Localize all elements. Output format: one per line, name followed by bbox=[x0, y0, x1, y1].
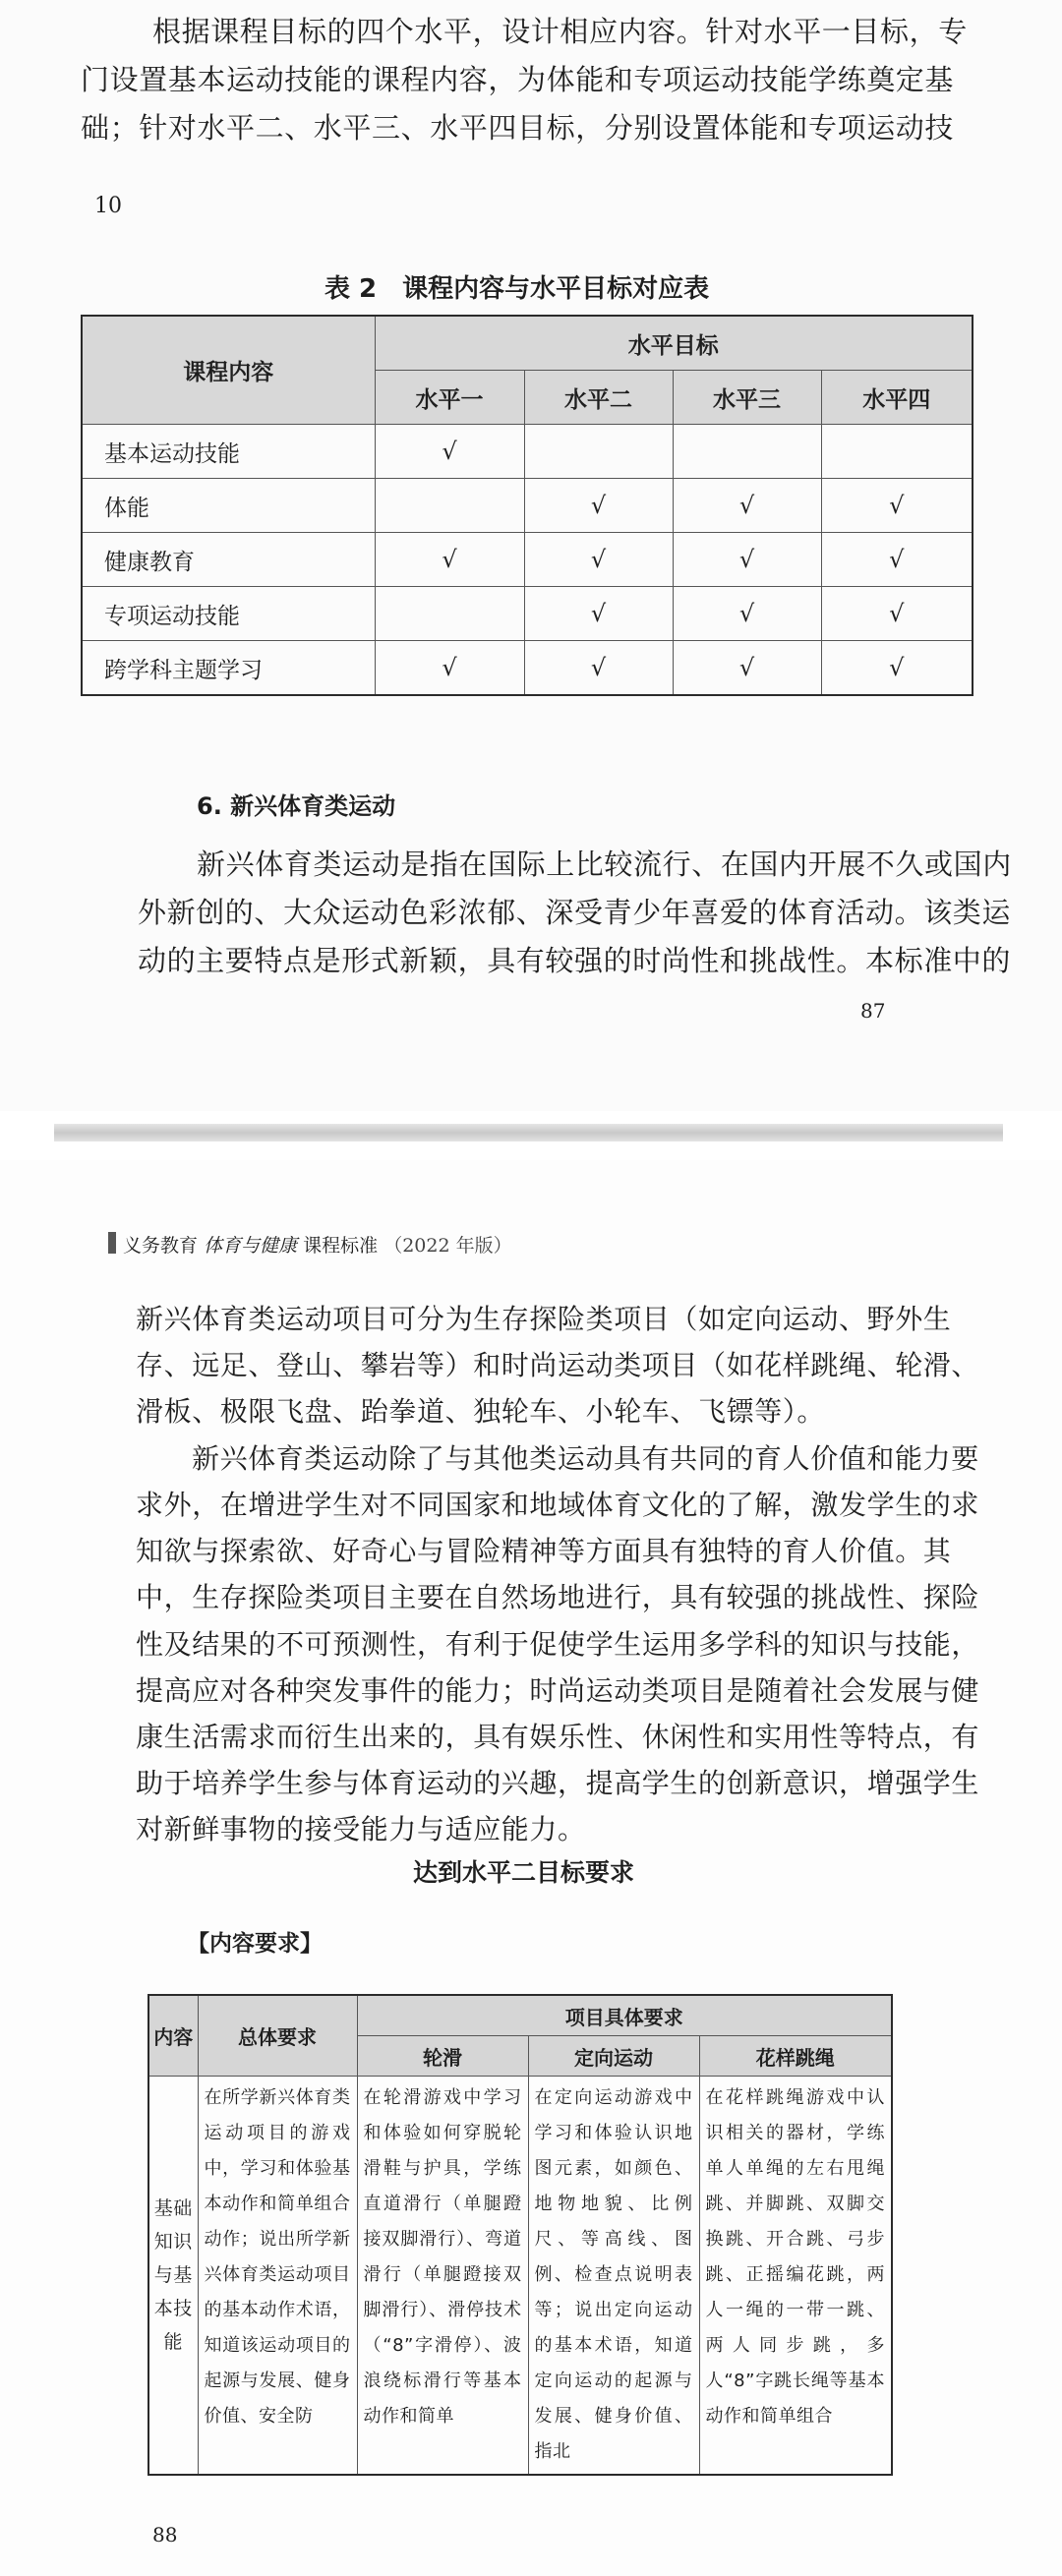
side-page-number: 10 bbox=[94, 194, 122, 218]
row-course-name: 体能 bbox=[82, 479, 375, 533]
p2-line: 中，生存探险类项目主要在自然场地进行，具有较强的挑战性、探险 bbox=[136, 1581, 980, 1614]
row-course-name: 健康教育 bbox=[82, 533, 375, 587]
orienteering-text: 在定向运动游戏中学习和体验认识地图元素，如颜色、地物地貌、比例尺、等高线、图例、检查点说明表等；说出定向运动的基本术语，知道定向运动的起源与发展、健身价值、指北 bbox=[534, 2087, 693, 2462]
check-mark: √ bbox=[821, 479, 973, 533]
header-level-3: 水平三 bbox=[673, 371, 821, 425]
running-head-part2: 体育与健康 bbox=[204, 1235, 298, 1257]
intro-line: 础；针对水平二、水平三、水平四目标，分别设置体能和专项运动技 bbox=[81, 111, 955, 145]
check-mark: √ bbox=[821, 587, 973, 641]
section-line: 新兴体育类运动是指在国际上比较流行、在国内开展不久或国内 bbox=[197, 848, 1012, 881]
table-row bbox=[82, 425, 973, 479]
paragraph-1 bbox=[136, 1296, 951, 1342]
empty-cell bbox=[673, 425, 821, 479]
page-number-88: 88 bbox=[152, 2523, 178, 2547]
cell-fancy-rope bbox=[699, 2077, 892, 2476]
paragraph-2 bbox=[192, 1435, 979, 1482]
p2-line: 提高应对各种突发事件的能力；时尚运动类项目是随着社会发展与健 bbox=[136, 1673, 980, 1707]
content-requirements-heading: 【内容要求】 bbox=[187, 1931, 323, 1957]
header-level-2: 水平二 bbox=[524, 371, 673, 425]
header-course-content: 课程内容 bbox=[82, 316, 375, 425]
header-content: 内容 bbox=[148, 1995, 198, 2077]
paragraph-2-cont bbox=[136, 1482, 979, 1853]
table-row bbox=[82, 533, 973, 587]
empty-cell bbox=[375, 479, 524, 533]
paragraph-1-cont bbox=[136, 1342, 979, 1434]
overall-text: 在所学新兴体育类运动项目的游戏中，学习和体验基本动作和简单组合动作；说出所学新兴体育类运动项目的基本动作术语，知道该运动项目的起源与发展、健身价值、安全防 bbox=[204, 2087, 351, 2427]
row-course-name: 专项运动技能 bbox=[82, 587, 375, 641]
header-level-4: 水平四 bbox=[821, 371, 973, 425]
empty-cell bbox=[821, 425, 973, 479]
p1-line: 滑板、极限飞盘、跆拳道、独轮车、小轮车、飞镖等）。 bbox=[136, 1395, 826, 1428]
check-mark: √ bbox=[375, 533, 524, 587]
check-mark: √ bbox=[821, 533, 973, 587]
row-label-basic-knowledge bbox=[148, 2077, 198, 2476]
check-mark: √ bbox=[524, 533, 673, 587]
p1-line: 新兴体育类运动项目可分为生存探险类项目（如定向运动、野外生 bbox=[136, 1303, 952, 1335]
row-label-text: 基础知识与基本技能 bbox=[153, 2197, 193, 2353]
check-mark: √ bbox=[524, 479, 673, 533]
section-paragraph-cont bbox=[138, 889, 1011, 985]
intro-line: 根据课程目标的四个水平，设计相应内容。针对水平一目标，专 bbox=[152, 15, 968, 48]
p2-line: 求外，在增进学生对不同国家和地域体育文化的了解，激发学生的求 bbox=[136, 1489, 980, 1521]
level-correspondence-table bbox=[81, 315, 974, 696]
running-head-part3: 课程标准 bbox=[303, 1235, 379, 1257]
p1-line: 存、远足、登山、攀岩等）和时尚运动类项目（如花样跳绳、轮滑、 bbox=[136, 1349, 980, 1381]
intro-paragraph bbox=[152, 8, 968, 56]
running-head-bar bbox=[108, 1232, 116, 1254]
header-overall: 总体要求 bbox=[198, 1995, 357, 2077]
header-level-goals: 水平目标 bbox=[375, 316, 973, 371]
running-head bbox=[123, 1231, 512, 1258]
skating-text: 在轮滑游戏中学习和体验如何穿脱轮滑鞋与护具，学练直道滑行（单腿蹬接双脚滑行）、弯道滑行（单腿蹬接双脚滑行）、滑停技术（“8”字滑停）、波浪绕标滑行等基本动作和简单 bbox=[363, 2087, 522, 2427]
table-row bbox=[82, 479, 973, 533]
header-item-specific: 项目具体要求 bbox=[357, 1995, 892, 2036]
header-skating: 轮滑 bbox=[357, 2036, 528, 2077]
check-mark: √ bbox=[375, 425, 524, 479]
empty-cell bbox=[375, 587, 524, 641]
table-row bbox=[82, 641, 973, 696]
header-level-1: 水平一 bbox=[375, 371, 524, 425]
row-course-name: 跨学科主题学习 bbox=[82, 641, 375, 696]
p2-line: 性及结果的不可预测性，有利于促使学生运用多学科的知识与技能， bbox=[136, 1627, 980, 1661]
section-line: 外新创的、大众运动色彩浓郁、深受青少年喜爱的体育活动。该类运 bbox=[138, 896, 1012, 929]
header-orienteering: 定向运动 bbox=[528, 2036, 699, 2077]
cell-orienteering bbox=[528, 2077, 699, 2476]
check-mark: √ bbox=[821, 641, 973, 696]
intro-line: 门设置基本运动技能的课程内容，为体能和专项运动技能学练奠定基 bbox=[81, 63, 955, 96]
section-paragraph bbox=[197, 841, 1012, 889]
row-course-name: 基本运动技能 bbox=[82, 425, 375, 479]
cell-overall bbox=[198, 2077, 357, 2476]
page-separator bbox=[54, 1124, 1003, 1142]
section-heading: 6. 新兴体育类运动 bbox=[197, 792, 396, 820]
running-head-part1: 义务教育 bbox=[123, 1235, 199, 1257]
header-fancy-rope: 花样跳绳 bbox=[699, 2036, 892, 2077]
p2-line: 知欲与探索欲、好奇心与冒险精神等方面具有独特的育人价值。其 bbox=[136, 1535, 952, 1568]
p2-line: 助于培养学生参与体育运动的兴趣，提高学生的创新意识，增强学生 bbox=[136, 1767, 980, 1800]
check-mark: √ bbox=[524, 641, 673, 696]
empty-cell bbox=[524, 425, 673, 479]
check-mark: √ bbox=[673, 533, 821, 587]
check-mark: √ bbox=[673, 479, 821, 533]
level-2-requirements-table bbox=[148, 1994, 893, 2476]
p2-line: 新兴体育类运动除了与其他类运动具有共同的育人价值和能力要 bbox=[192, 1442, 979, 1475]
cell-skating bbox=[357, 2077, 528, 2476]
intro-paragraph-cont bbox=[81, 56, 954, 152]
check-mark: √ bbox=[524, 587, 673, 641]
table-row bbox=[82, 587, 973, 641]
rope-text: 在花样跳绳游戏中认识相关的器材，学练单人单绳的左右甩绳跳、并脚跳、双脚交换跳、开合跳、弓步跳、正摇编花跳，两人一绳的一带一跳、两人同步跳，多人“8”字跳长绳等基本动作和简单组合 bbox=[705, 2087, 885, 2427]
running-head-part4: （2022 年版） bbox=[384, 1235, 512, 1257]
table-caption: 表 2 课程内容与水平目标对应表 bbox=[324, 274, 710, 304]
p2-line: 康生活需求而衍生出来的，具有娱乐性、休闲性和实用性等特点，有 bbox=[136, 1721, 980, 1754]
page-number-87: 87 bbox=[860, 999, 886, 1023]
check-mark: √ bbox=[673, 641, 821, 696]
section-line: 动的主要特点是形式新颖，具有较强的时尚性和挑战性。本标准中的 bbox=[138, 944, 1012, 977]
check-mark: √ bbox=[375, 641, 524, 696]
level-2-heading: 达到水平二目标要求 bbox=[413, 1858, 635, 1887]
check-mark: √ bbox=[673, 587, 821, 641]
p2-line: 对新鲜事物的接受能力与适应能力。 bbox=[136, 1813, 586, 1846]
